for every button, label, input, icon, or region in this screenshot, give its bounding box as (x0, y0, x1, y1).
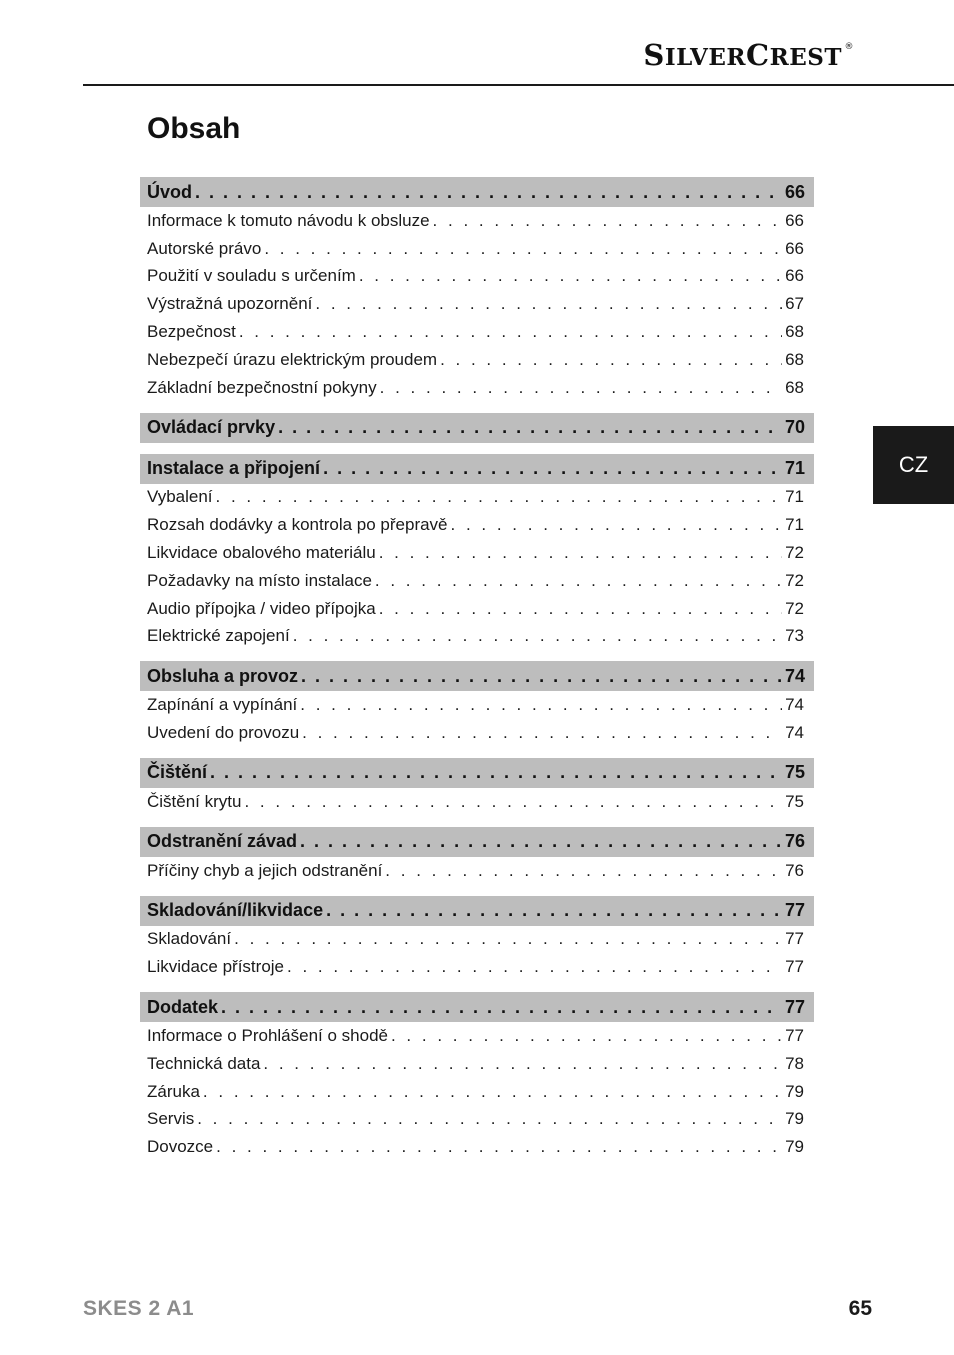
section-page: 66 (784, 181, 805, 202)
section-page: 77 (784, 900, 805, 921)
section-title: Obsluha a provoz (147, 665, 299, 686)
toc-entry[interactable] (140, 1106, 814, 1134)
dot-leader (278, 417, 782, 438)
dot-leader (264, 239, 782, 259)
dot-leader (203, 1082, 782, 1102)
toc-section (140, 992, 814, 1161)
toc-entry[interactable] (140, 1133, 814, 1161)
entry-page: 66 (785, 238, 804, 258)
toc-entry[interactable] (140, 1078, 814, 1106)
entry-page: 72 (785, 598, 804, 618)
toc-section (140, 896, 814, 982)
dot-leader (379, 599, 782, 619)
dot-leader (300, 831, 782, 852)
dot-leader (216, 1137, 782, 1157)
section-title: Odstranění závad (147, 831, 298, 852)
toc-section (140, 827, 814, 885)
section-title: Úvod (147, 181, 192, 202)
toc-entry[interactable] (140, 511, 814, 539)
entry-page: 75 (785, 791, 804, 811)
entry-page: 79 (785, 1137, 804, 1157)
dot-leader (379, 543, 782, 563)
section-page: 74 (784, 665, 805, 686)
toc-section (140, 177, 814, 402)
entry-label: Nebezpečí úrazu elektrickým proudem (147, 349, 438, 369)
entry-page: 68 (785, 349, 804, 369)
entry-label: Záruka (147, 1081, 200, 1101)
toc-section-header[interactable] (140, 992, 814, 1022)
toc-section (140, 661, 814, 747)
toc-entry[interactable] (140, 623, 814, 651)
entry-page: 66 (785, 210, 804, 230)
dot-leader (433, 211, 783, 231)
entry-label: Rozsah dodávky a kontrola po přepravě (147, 515, 448, 535)
entry-label: Základní bezpečnostní pokyny (147, 377, 377, 397)
entry-label: Příčiny chyb a jejich odstranění (147, 860, 383, 880)
dot-leader (391, 1026, 782, 1046)
entry-page: 76 (785, 860, 804, 880)
section-title: Dodatek (147, 996, 219, 1017)
entry-label: Požadavky na místo instalace (147, 570, 372, 590)
toc-entry[interactable] (140, 595, 814, 623)
toc-entry[interactable] (140, 374, 814, 402)
toc-entry[interactable] (140, 1022, 814, 1050)
section-page: 75 (784, 762, 805, 783)
toc-entry[interactable] (140, 926, 814, 954)
dot-leader (375, 571, 782, 591)
entry-page: 73 (785, 626, 804, 646)
entry-page: 74 (785, 695, 804, 715)
entry-label: Bezpečnost (147, 322, 236, 342)
entry-label: Likvidace obalového materiálu (147, 543, 376, 563)
toc-entry[interactable] (140, 719, 814, 747)
toc-section-header[interactable] (140, 413, 814, 443)
dot-leader (385, 861, 782, 881)
dot-leader (287, 957, 782, 977)
dot-leader (440, 350, 782, 370)
entry-page: 71 (785, 515, 804, 535)
toc-section-header[interactable] (140, 454, 814, 484)
entry-page: 71 (785, 487, 804, 507)
entry-label: Informace o Prohlášení o shodě (147, 1026, 388, 1046)
dot-leader (451, 515, 783, 535)
dot-leader (323, 458, 782, 479)
dot-leader (302, 723, 782, 743)
toc-section-header[interactable] (140, 177, 814, 207)
entry-label: Servis (147, 1109, 195, 1129)
entry-page: 78 (785, 1053, 804, 1073)
section-title: Ovládací prvky (147, 417, 276, 438)
footer-page-number: 65 (848, 1297, 872, 1320)
entry-page: 72 (785, 570, 804, 590)
registered-mark: ® (844, 42, 854, 52)
entry-label: Elektrické zapojení (147, 626, 290, 646)
toc-entry[interactable] (140, 539, 814, 567)
dot-leader (301, 666, 782, 687)
entry-label: Použití v souladu s určením (147, 266, 356, 286)
toc-entry[interactable] (140, 484, 814, 512)
entry-page: 79 (785, 1081, 804, 1101)
dot-leader (210, 762, 782, 783)
entry-label: Likvidace přístroje (147, 957, 285, 977)
toc-section (140, 758, 814, 816)
dot-leader (221, 997, 782, 1018)
entry-label: Autorské právo (147, 238, 262, 258)
toc-entry[interactable] (140, 290, 814, 318)
entry-page: 68 (785, 322, 804, 342)
entry-page: 68 (785, 377, 804, 397)
toc-entry[interactable] (140, 318, 814, 346)
toc-entry[interactable] (140, 1050, 814, 1078)
entry-label: Dovozce (147, 1137, 214, 1157)
entry-label: Výstražná upozornění (147, 294, 313, 314)
dot-leader (216, 487, 783, 507)
entry-label: Uvedení do provozu (147, 723, 300, 743)
toc-entry[interactable] (140, 691, 814, 719)
entry-page: 66 (785, 266, 804, 286)
dot-leader (326, 900, 782, 921)
dot-leader (300, 695, 782, 715)
entry-label: Technická data (147, 1053, 261, 1073)
section-page: 71 (784, 458, 805, 479)
section-page: 70 (784, 417, 805, 438)
dot-leader (195, 182, 782, 203)
dot-leader (380, 378, 782, 398)
toc-entry[interactable] (140, 953, 814, 981)
footer-model: SKES 2 A1 (83, 1297, 195, 1320)
entry-page: 77 (785, 957, 804, 977)
dot-leader (197, 1109, 782, 1129)
dot-leader (263, 1054, 782, 1074)
silvercrest-logo: SILVERCREST ® (643, 38, 854, 72)
dot-leader (315, 294, 782, 314)
toc-section-header[interactable] (140, 896, 814, 926)
toc-section-header[interactable] (140, 661, 814, 691)
dot-leader (293, 626, 782, 646)
dot-leader (359, 266, 782, 286)
toc-section-header[interactable] (140, 827, 814, 857)
table-of-contents (140, 177, 814, 1172)
toc-entry[interactable] (140, 567, 814, 595)
dot-leader (244, 792, 782, 812)
entry-label: Čištění krytu (147, 791, 242, 811)
entry-label: Informace k tomuto návodu k obsluze (147, 210, 430, 230)
toc-section-header[interactable] (140, 758, 814, 788)
entry-page: 74 (785, 723, 804, 743)
header-rule (83, 84, 954, 86)
entry-label: Zapínání a vypínání (147, 695, 298, 715)
entry-page: 77 (785, 1026, 804, 1046)
entry-page: 72 (785, 543, 804, 563)
dot-leader (239, 322, 782, 342)
section-title: Instalace a připojení (147, 458, 321, 479)
toc-section (140, 413, 814, 443)
entry-label: Vybalení (147, 487, 213, 507)
entry-page: 67 (785, 294, 804, 314)
entry-label: Audio přípojka / video přípojka (147, 598, 376, 618)
dot-leader (234, 929, 782, 949)
toc-section (140, 454, 814, 651)
toc-entry[interactable] (140, 857, 814, 885)
language-tab: CZ (873, 426, 954, 504)
entry-page: 79 (785, 1109, 804, 1129)
toc-entry[interactable] (140, 346, 814, 374)
toc-entry[interactable] (140, 263, 814, 291)
toc-entry[interactable] (140, 788, 814, 816)
section-page: 76 (784, 831, 805, 852)
section-title: Čištění (147, 762, 208, 783)
toc-entry[interactable] (140, 235, 814, 263)
section-title: Skladování/likvidace (147, 900, 324, 921)
page-title: Obsah (147, 112, 241, 145)
entry-label: Skladování (147, 929, 232, 949)
section-page: 77 (784, 996, 805, 1017)
entry-page: 77 (785, 929, 804, 949)
toc-entry[interactable] (140, 207, 814, 235)
